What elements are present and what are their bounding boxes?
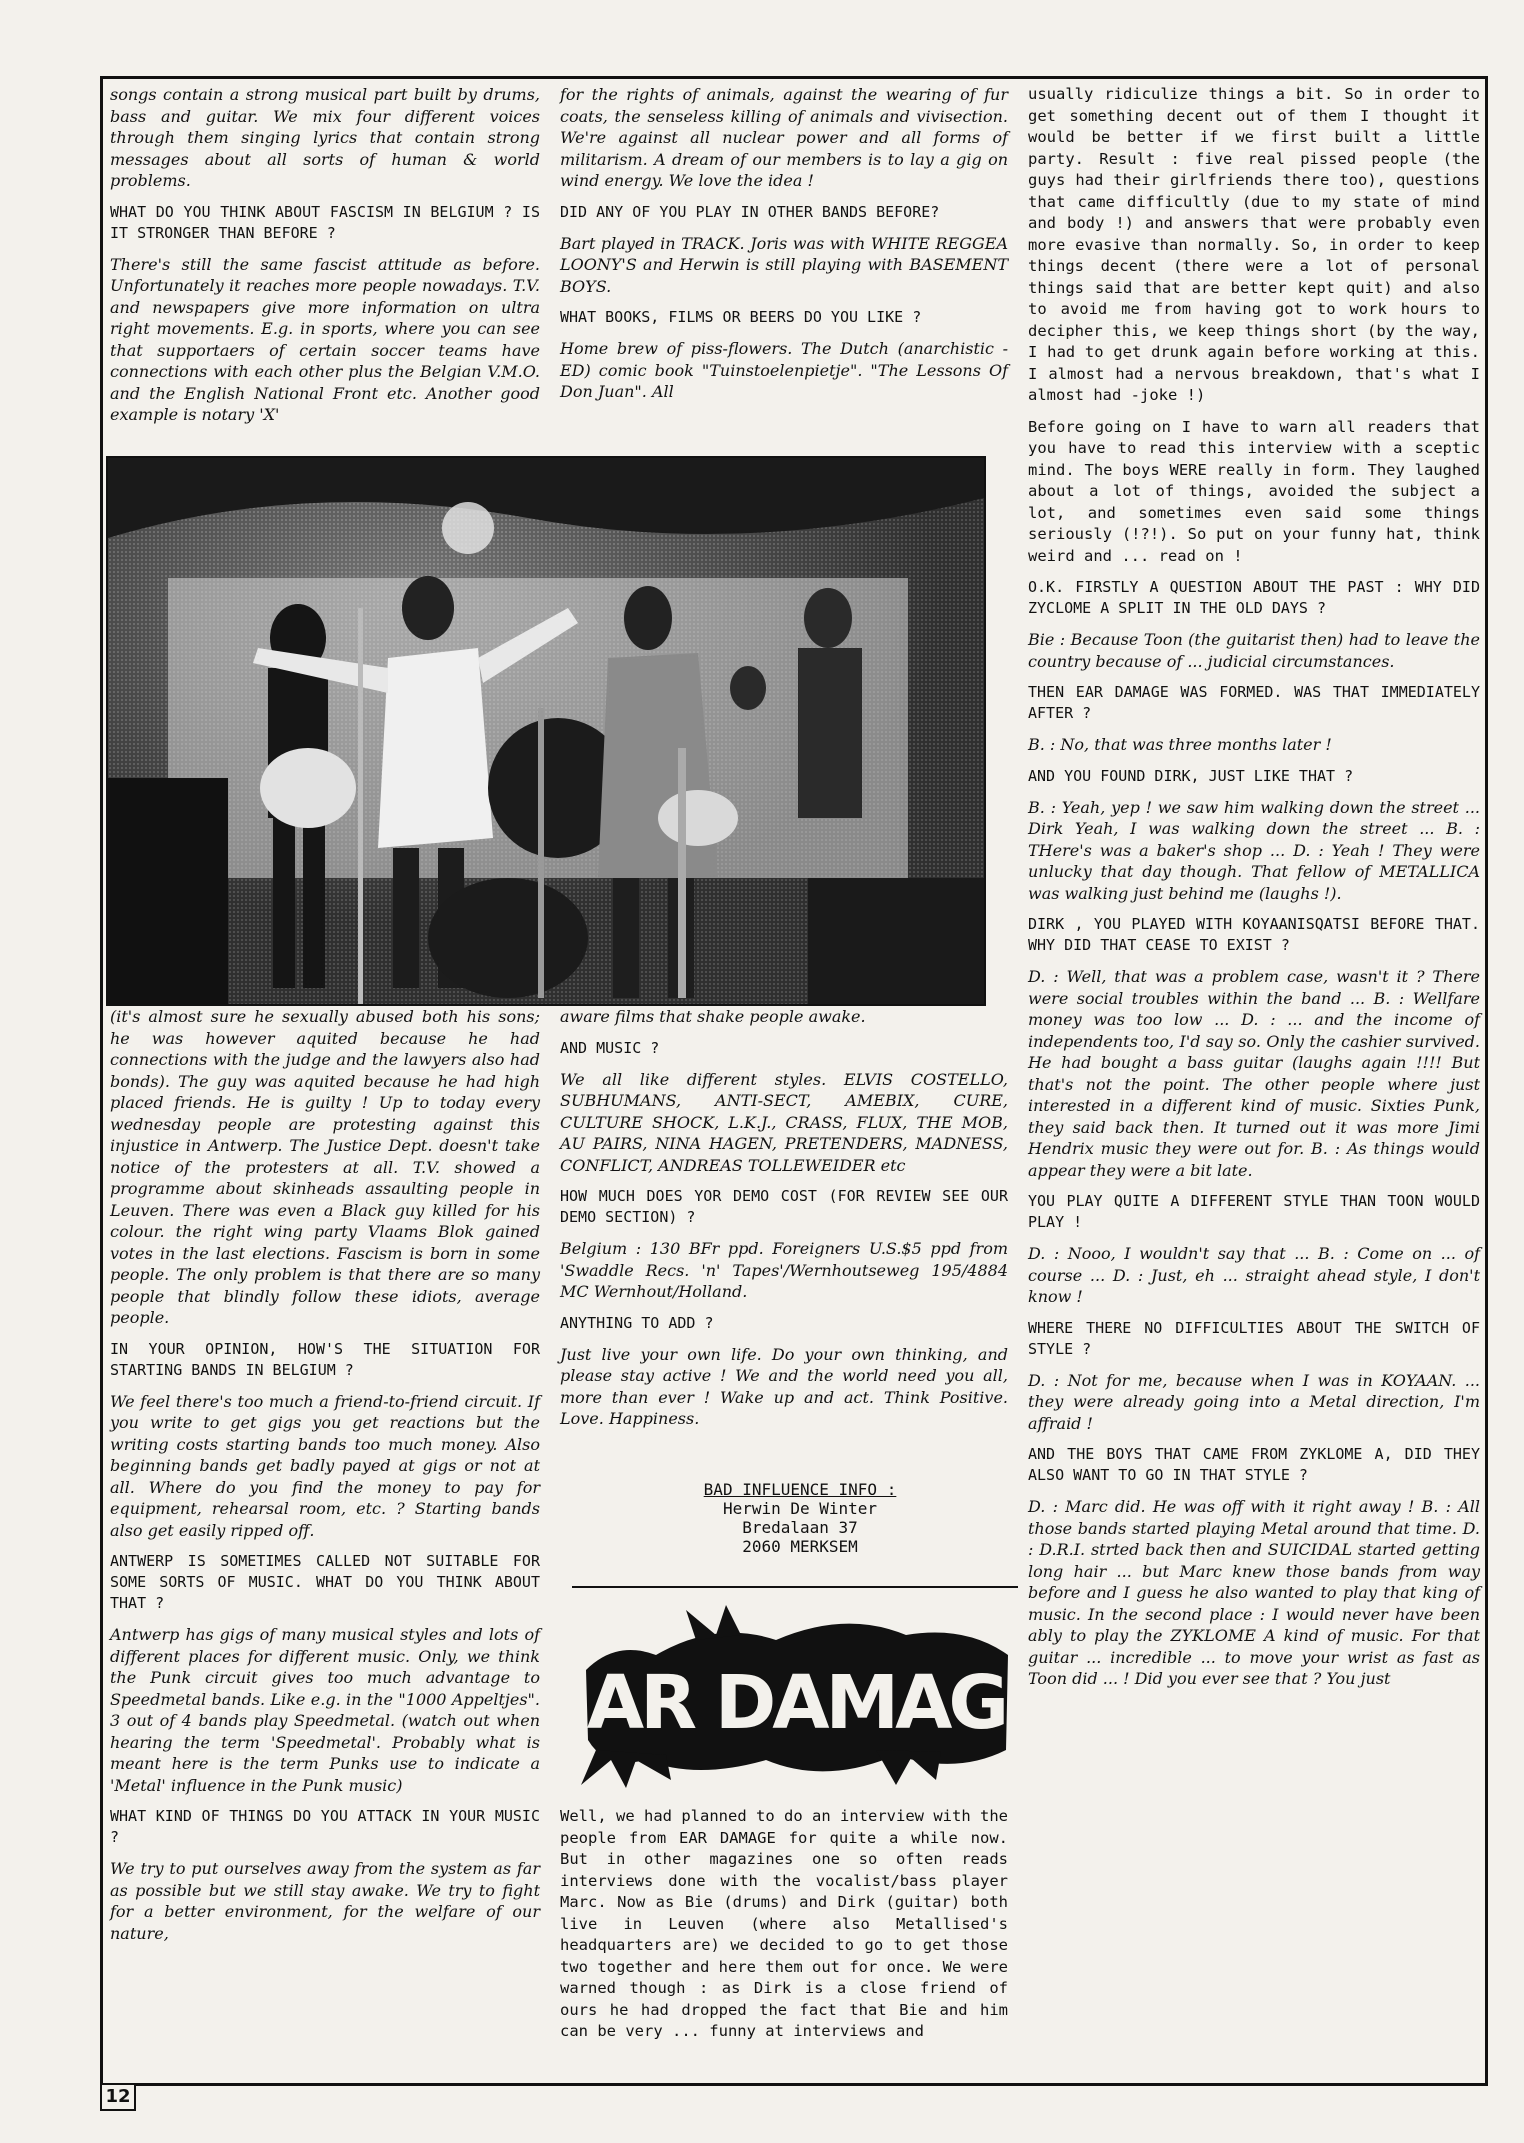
question: AND YOU FOUND DIRK, JUST LIKE THAT ? <box>1028 766 1354 785</box>
answer: B. : Yeah, yep ! we saw him walking down the street ... Dirk Yeah, I was walking down the street ... B. : THere's was a baker's shop ... D. : Yeah ! They were unlucky that day though. That fellow of METALLICA was walking just behind me (laughs !). <box>1028 797 1480 903</box>
answer: aware films that shake people awake. <box>560 1007 866 1026</box>
column-2-bottom <box>560 1006 1008 1440</box>
paragraph: Well, we had planned to do an interview with the people from EAR DAMAGE for quite a while now. But in other magazines one so often reads interviews done with the vocalist/bass player Marc. Now as Bie (drums) and Dirk (guitar) both live in Leuven (where also Metallised's headquarters are) we decided to go to get those two together and here them out for once. We were warned though : as Dirk is a close friend of ours he had dropped the fact that Bie and him can be very ... funny at interviews and <box>560 1807 1008 2040</box>
answer: Home brew of piss-flowers. The Dutch (anarchistic - ED) comic book "Tuinstoelenpietje". "The Lessons Of Don Juan". All <box>560 339 1008 401</box>
divider-rule <box>572 1586 1018 1588</box>
question: DIRK , YOU PLAYED WITH KOYAANISQATSI BEFORE THAT. WHY DID THAT CEASE TO EXIST ? <box>1028 915 1480 954</box>
question: WHAT DO YOU THINK ABOUT FASCISM IN BELGIUM ? IS IT STRONGER THAN BEFORE ? <box>110 202 540 242</box>
answer: Just live your own life. Do your own thinking, and please stay active ! We and the world need you all, more than ever ! Wake up and act. Think Positive. Love. Happiness. <box>560 1344 1008 1428</box>
answer: There's still the same fascist attitude as before. Unfortunately it reaches more people nowadays. T.V. and newspapers give more information on ultra right movements. E.g. in sports, where you can see that supportaers of certain soccer teams have connections with each other plus the Belgian V.M.O. and the English National Front etc. Another good example is notary 'X' <box>110 254 540 424</box>
question: HOW MUCH DOES YOR DEMO COST (FOR REVIEW SEE OUR DEMO SECTION) ? <box>560 1187 1008 1226</box>
page-number: 12 <box>100 2083 136 2111</box>
question: WHERE THERE NO DIFFICULTIES ABOUT THE SWITCH OF STYLE ? <box>1028 1318 1480 1358</box>
ear-damage-logo <box>540 1600 1052 1790</box>
paragraph: Before going on I have to warn all readers that you have to read this interview with a sceptic mind. The boys WERE really in form. They laughed about a lot of things, avoided the subject a lot, and sometimes even said some things seriously (!?!). So put on your funny hat, think weird and ... read on ! <box>1028 417 1480 565</box>
info-line-3: 2060 MERKSEM <box>742 1537 858 1556</box>
answer: D. : Not for me, because when I was in KOYAAN. ... they were already going into a Metal direction, I'm affraid ! <box>1028 1370 1480 1433</box>
info-heading: BAD INFLUENCE INFO : <box>703 1480 897 1499</box>
answer: We all like different styles. ELVIS COSTELLO, SUBHUMANS, ANTI-SECT, AMEBIX, CURE, CULTURE SHOCK, L.K.J., CRASS, FLUX, THE MOB, AU PAIRS, NINA HAGEN, PRETENDERS, MADNESS, CONFLICT, ANDREAS TOLLEWEIDER etc <box>560 1069 1008 1175</box>
answer: D. : Nooo, I wouldn't say that ... B. : Come on ... of course ... D. : Just, eh ... straight ahead style, I don't know ! <box>1028 1244 1480 1306</box>
paragraph: usually ridiculize things a bit. So in order to get something decent out of them I thought it would be better if we first built a little party. Result : five real pissed people (the guys had their girlfriends there too), questions that came difficultly (due to my state of mind and body !) and answers that were probably even more evasive than normally. So, in order to keep things decent (there were a lot of personal things said that are better kept quit) and also to avoid me from having got to work hours to decipher this, we keep things short (by the way, I had to get drunk again before working at this. I almost had a nervous breakdown, that's what I almost had -joke !) <box>1028 85 1480 404</box>
answer: Bie : Because Toon (the guitarist then) had to leave the country because of ... judicial circumstances. <box>1028 630 1480 671</box>
info-line-1: Herwin De Winter <box>722 1499 878 1518</box>
question: THEN EAR DAMAGE WAS FORMED. WAS THAT IMMEDIATELY AFTER ? <box>1028 683 1480 722</box>
answer: Antwerp has gigs of many musical styles and lots of different places for different music. Only, we think the Punk circuit gives too much advantage to Speedmetal bands. Like e.g. in the "1000 Appeltjes". 3 out of 4 bands play Speedmetal. (watch out when hearing the term 'Speedmetal'. Probably what is meant here is the term Punks use to indicate a 'Metal' influence in the Punk music) <box>110 1625 540 1795</box>
band-photo <box>106 456 986 1006</box>
column-1-top <box>110 84 540 436</box>
answer: (it's almost sure he sexually abused both his sons; he was however aquited because he had connections with the judge and the lawyers also had bonds). The guy was aquited because he had high placed friends. He is guilty ! Up to today every wednesday people are protesting against this injustice in Antwerp. The Justice Dept. doesn't take notice of the protesters at all. T.V. showed a programme about skinheads assaulting people in Leuven. There was even a Black guy killed for his colour. the right wing party Vlaams Blok gained votes in the last elections. Fascism is born in some people. The only problem is that there are so many people that blindly follow these idiots, average people. <box>110 1007 540 1327</box>
question: ANTWERP IS SOMETIMES CALLED NOT SUITABLE FOR SOME SORTS OF MUSIC. WHAT DO YOU THINK ABOUT THAT ? <box>110 1552 540 1612</box>
column-2-ear-damage-intro <box>560 1806 1008 2053</box>
answer: D. : Marc did. He was off with it right away ! B. : All those bands started playing Metal around that time. D. : D.R.I. strted back then and SUICIDAL started getting long hair ... but Marc knew those bands from way before and I guess he also wanted to play that king of music. In the second place : I would never have been ably to play the ZYKLOME A kind of music. For that guitar ... incredible ... to move your wrist as fast as Toon did ... ! Did you ever see that ? You just <box>1028 1497 1480 1688</box>
column-3 <box>1028 84 1480 1700</box>
answer: D. : Well, that was a problem case, wasn't it ? There were social troubles within the band ... B. : Wellfare money was too low ... D. : ... and the income of independents too, I'd say so. Only the cashier survived. He had bought a bass guitar (laughs again !!!! But that's not the point. The other people where just interested in a different kind of music. Sixties Punk, they said back then. It turned out it was more Jimi Hendrix music they were out for. B. : As things would appear they were a bit late. <box>1028 967 1480 1180</box>
info-line-2: Bredalaan 37 <box>742 1518 858 1537</box>
answer: for the rights of animals, against the wearing of fur coats, the senseless killing of animals and vivisection. We're against all nuclear power and all forms of militarism. A dream of our members is to lay a gig on wind energy. We love the idea ! <box>560 85 1008 190</box>
logo-text: EAR DAMAGE <box>540 1660 1052 1746</box>
answer: songs contain a strong musical part built by drums, bass and guitar. We mix four different voices through them singing lyrics that contain strong messages about all sorts of human & world problems. <box>110 85 540 190</box>
answer: B. : No, that was three months later ! <box>1028 735 1332 754</box>
question: IN YOUR OPINION, HOW'S THE SITUATION FOR STARTING BANDS IN BELGIUM ? <box>110 1339 540 1379</box>
question: AND MUSIC ? <box>560 1038 660 1057</box>
question: O.K. FIRSTLY A QUESTION ABOUT THE PAST : WHY DID ZYCLOME A SPLIT IN THE OLD DAYS ? <box>1028 578 1480 617</box>
answer: We feel there's too much a friend-to-friend circuit. If you write to get gigs you get reactions but the writing costs starting bands too much money. Also beginning bands get badly payed at gigs or not at all. Where do you find the money to pay for equipment, rehearsal room, etc. ? Starting bands also get easily ripped off. <box>110 1391 540 1540</box>
column-2-top <box>560 84 1008 413</box>
question: YOU PLAY QUITE A DIFFERENT STYLE THAN TOON WOULD PLAY ! <box>1028 1192 1480 1231</box>
question: AND THE BOYS THAT CAME FROM ZYKLOME A, DID THEY ALSO WANT TO GO IN THAT STYLE ? <box>1028 1445 1480 1484</box>
answer: We try to put ourselves away from the system as far as possible but we still stay awake. We try to fight for a better environment, for the welfare of our nature, <box>110 1859 540 1943</box>
question: ANYTHING TO ADD ? <box>560 1313 714 1332</box>
bad-influence-info <box>640 1480 960 1556</box>
question: WHAT KIND OF THINGS DO YOU ATTACK IN YOUR MUSIC ? <box>110 1807 540 1846</box>
answer: Belgium : 130 BFr ppd. Foreigners U.S.$5 ppd from 'Swaddle Recs. 'n' Tapes'/Wernhoutseweg 195/4884 MC Wernhout/Holland. <box>560 1239 1008 1301</box>
column-1-bottom <box>110 1006 540 1954</box>
question: DID ANY OF YOU PLAY IN OTHER BANDS BEFORE? <box>560 202 940 221</box>
question: WHAT BOOKS, FILMS OR BEERS DO YOU LIKE ? <box>560 308 922 326</box>
answer: Bart played in TRACK. Joris was with WHITE REGGEA LOONY'S and Herwin is still playing with BASEMENT BOYS. <box>560 233 1008 296</box>
